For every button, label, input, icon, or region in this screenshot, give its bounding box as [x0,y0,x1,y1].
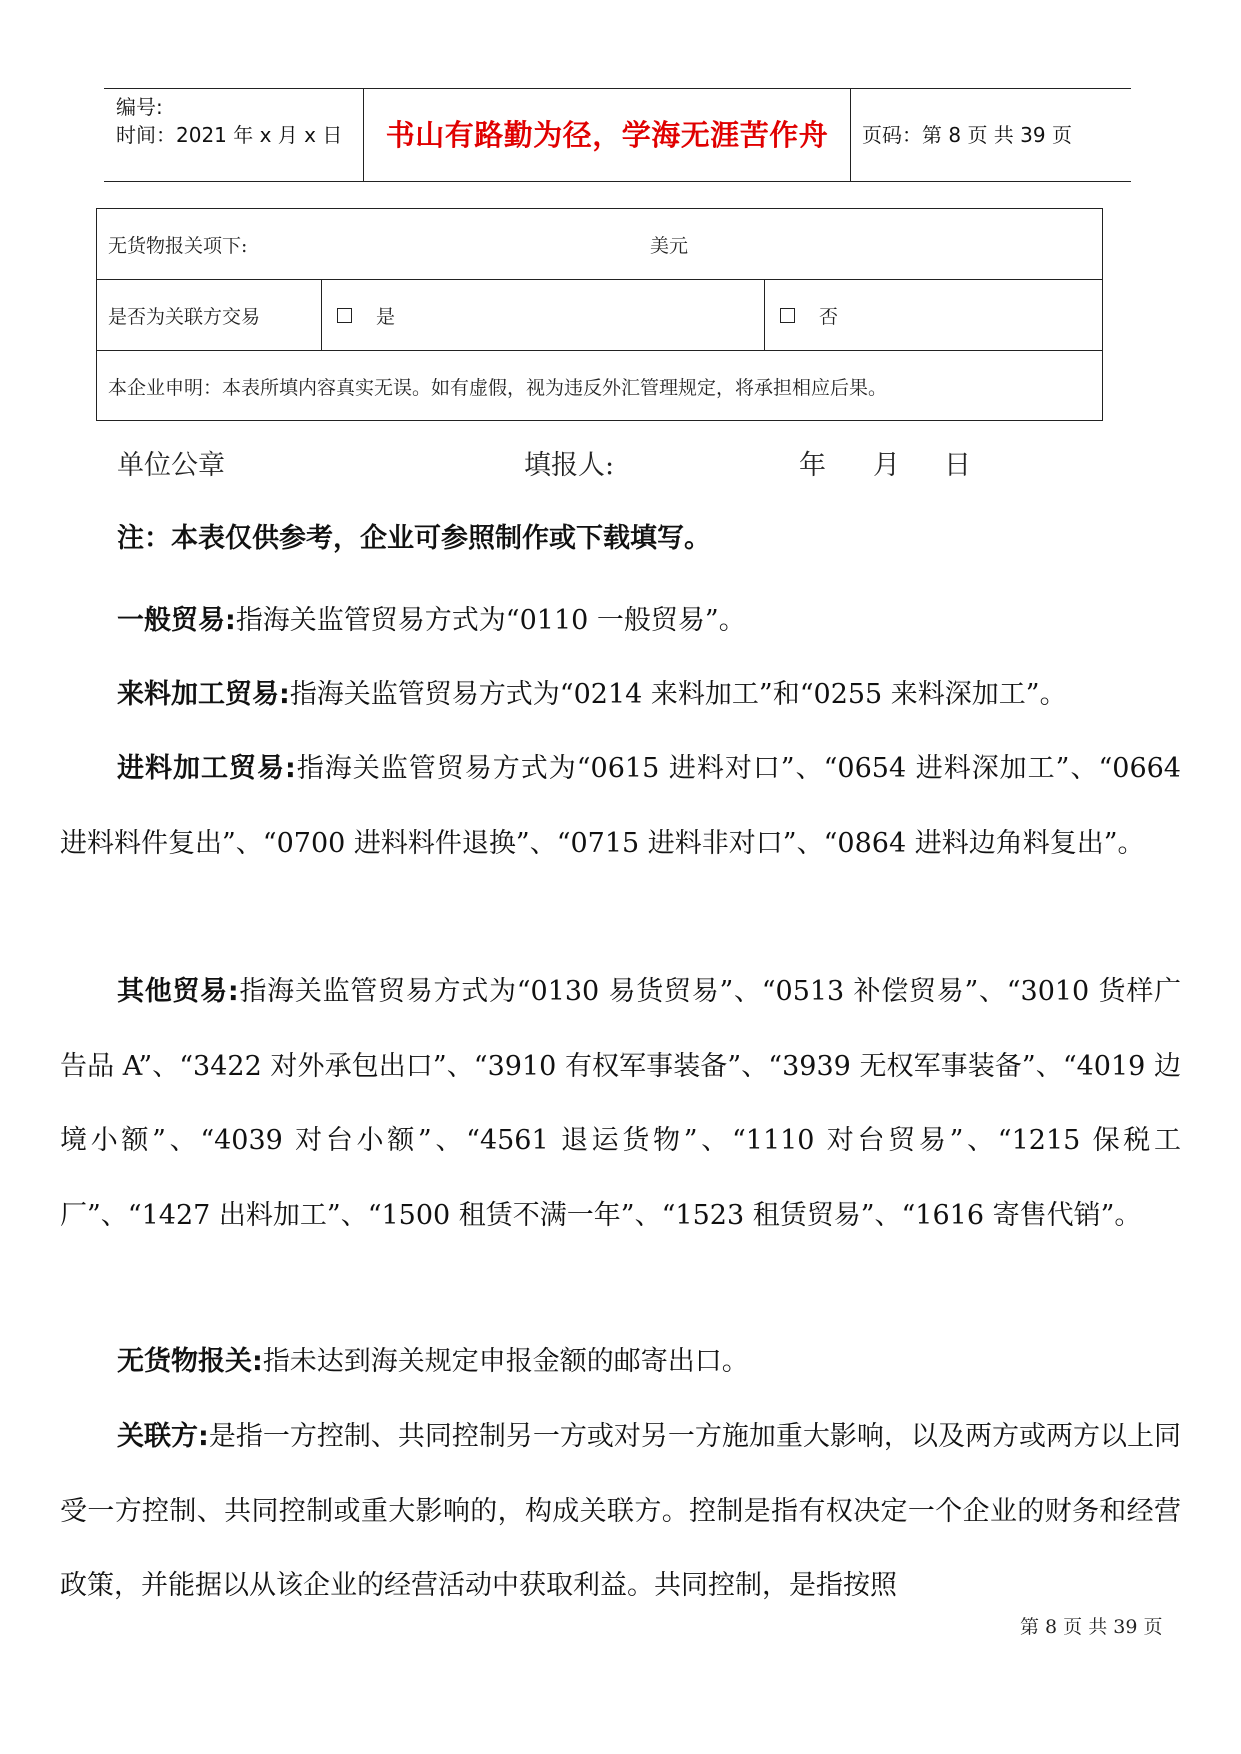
day-label: 日 [944,450,971,481]
definition-paragraph [60,1400,1181,1624]
definition-text: 指海关监管贸易方式为“0214 来料加工”和“0255 来料深加工”。 [289,679,1067,710]
definition-term: 进料加工贸易: [117,753,296,784]
no-checkbox[interactable] [780,308,795,323]
yes-label: 是 [376,305,396,328]
no-label: 否 [819,305,839,328]
definition-paragraph [60,658,1181,733]
currency-label: 美元 [650,234,689,257]
header-divider [850,89,851,181]
definition-paragraph [60,732,1181,881]
definition-paragraph [60,1325,1181,1400]
header-motto: 书山有路勤为径，学海无涯苦作舟 [385,118,829,152]
note-text: 注：本表仅供参考，企业可参照制作或下载填写。 [117,523,711,554]
form-row-no-goods [97,209,1102,280]
declaration-form-table [96,208,1103,421]
header-meta [116,93,342,149]
definition-term: 关联方: [117,1421,209,1452]
definition-text: 是指一方控制、共同控制另一方或对另一方施加重大影响，以及两方或两方以上同受一方控制、共同控制或重大影响的，构成关联方。控制是指有权决定一个企业的财务和经营政策，并能据以从该企业的经营活动中获取利益。共同控制，是指按照 [60,1421,1181,1601]
header-page-number: 页码：第 8 页 共 39 页 [862,123,1072,147]
page-header [104,88,1131,182]
yes-checkbox[interactable] [337,308,352,323]
related-party-no-option[interactable] [780,280,838,350]
header-divider [363,89,364,181]
enterprise-statement: 本企业申明：本表所填内容真实无误。如有虚假，视为违反外汇管理规定，将承担相应后果。 [108,376,888,399]
company-seal-label: 单位公章 [117,450,225,481]
definition-term: 来料加工贸易: [117,679,290,710]
definition-text: 指海关监管贸易方式为“0130 易货贸易”、“0513 补偿贸易”、“3010 货样广告品 A”、“3422 对外承包出口”、“3910 有权军事装备”、“3939 无权军事装备”、“4019 边境小额”、“4039 对台小额”、“4561 退运货物”、“1110 对台贸易”、“1215 保税工厂”、“1427 出料加工”、“1500 租赁不满一年”、“1523 租赁贸易”、“1616 寄售代销”。 [60,976,1181,1231]
definition-text: 指海关监管贸易方式为“0110 一般贸易”。 [235,605,746,636]
definition-term: 无货物报关: [117,1346,263,1377]
year-label: 年 [799,450,826,481]
no-goods-label: 无货物报关项下: [108,234,248,257]
related-party-label: 是否为关联方交易 [108,305,261,328]
cell-divider [321,280,322,350]
month-label: 月 [873,450,900,481]
definition-term: 其他贸易: [117,976,239,1007]
definition-text: 指海关监管贸易方式为“0615 进料对口”、“0654 进料深加工”、“0664 进料料件复出”、“0700 进料料件退换”、“0715 进料非对口”、“0864 进料边角料复出”。 [60,753,1181,859]
form-row-statement [97,351,1102,421]
cell-divider [764,280,765,350]
definition-text: 指未达到海关规定申报金额的邮寄出口。 [262,1346,749,1377]
filler-label: 填报人: [524,450,615,481]
page-footer: 第 8 页 共 39 页 [1020,1616,1163,1638]
definition-paragraph [60,955,1181,1253]
form-row-related-party [97,280,1102,351]
document-number-label: 编号: [116,95,163,119]
related-party-yes-option[interactable] [337,280,395,350]
document-time: 时间：2021 年 x 月 x 日 [116,123,343,147]
definition-term: 一般贸易: [117,605,236,636]
definition-paragraph [60,584,1181,659]
